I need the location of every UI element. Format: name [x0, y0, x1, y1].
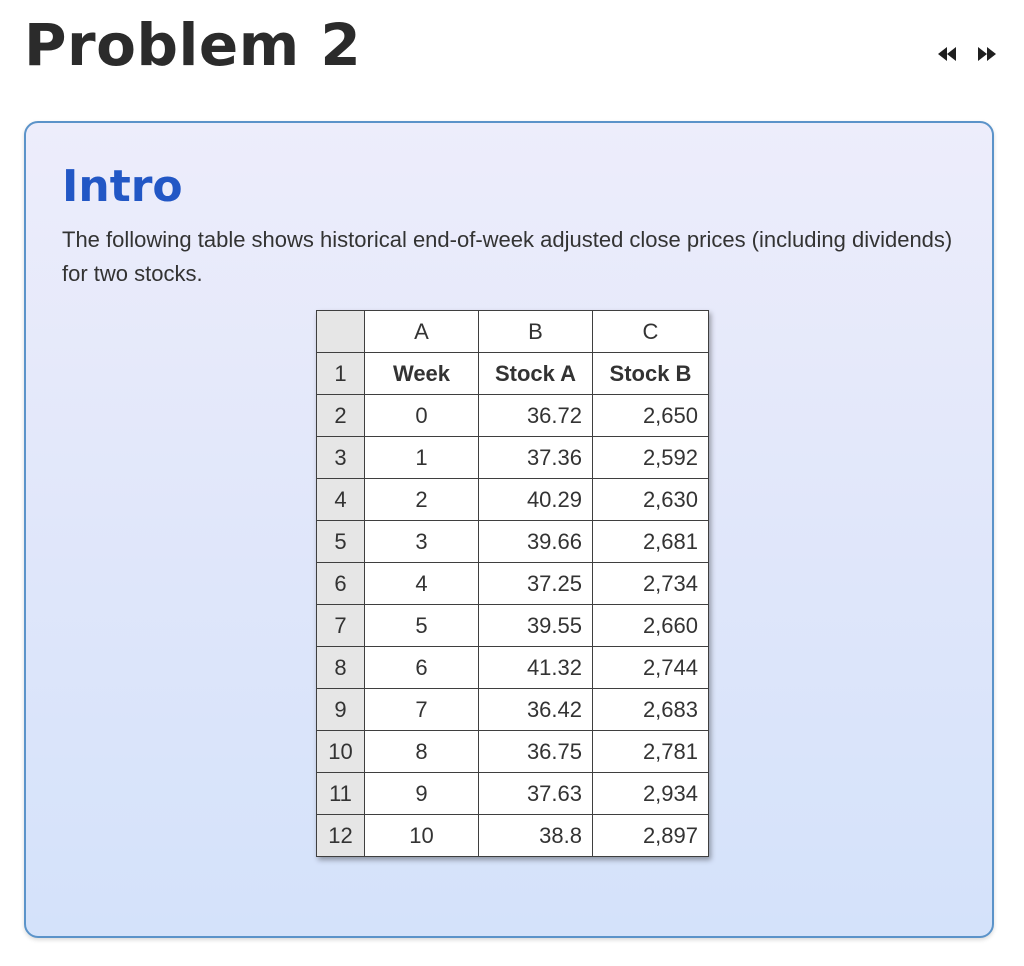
table-row — [317, 605, 709, 647]
column-header-row — [317, 311, 709, 353]
week-cell: 3 — [365, 521, 479, 563]
row-number: 9 — [317, 689, 365, 731]
stock-a-cell: 36.72 — [479, 395, 593, 437]
corner-cell — [317, 311, 365, 353]
intro-text: The following table shows historical end-of-week adjusted close prices (including dividends) for two stocks. — [62, 227, 953, 286]
column-header-b: B — [479, 311, 593, 353]
row-number: 1 — [317, 353, 365, 395]
stock-b-cell: 2,934 — [593, 773, 709, 815]
intro-heading: Intro — [62, 161, 183, 212]
stock-b-cell: 2,681 — [593, 521, 709, 563]
fast-forward-icon — [976, 47, 998, 61]
stock-a-cell: 40.29 — [479, 479, 593, 521]
stock-b-cell: 2,592 — [593, 437, 709, 479]
stock-b-cell: 2,744 — [593, 647, 709, 689]
week-cell: 2 — [365, 479, 479, 521]
table-row — [317, 521, 709, 563]
row-number: 10 — [317, 731, 365, 773]
rewind-icon — [936, 47, 958, 61]
table-row — [317, 731, 709, 773]
next-button[interactable] — [976, 44, 998, 64]
stock-b-cell: 2,630 — [593, 479, 709, 521]
row-number: 7 — [317, 605, 365, 647]
row-number: 2 — [317, 395, 365, 437]
row-number: 4 — [317, 479, 365, 521]
row-number: 5 — [317, 521, 365, 563]
row-number: 12 — [317, 815, 365, 857]
intro-panel — [24, 121, 994, 938]
page-title: Problem 2 — [24, 11, 362, 79]
stock-a-cell: 41.32 — [479, 647, 593, 689]
stock-b-header: Stock B — [593, 353, 709, 395]
week-cell: 6 — [365, 647, 479, 689]
week-cell: 5 — [365, 605, 479, 647]
stock-price-table — [316, 310, 709, 857]
stock-b-cell: 2,781 — [593, 731, 709, 773]
table-row — [317, 395, 709, 437]
table-row — [317, 479, 709, 521]
stock-a-cell: 39.66 — [479, 521, 593, 563]
table-row — [317, 815, 709, 857]
week-cell: 1 — [365, 437, 479, 479]
row-number: 3 — [317, 437, 365, 479]
row-number: 8 — [317, 647, 365, 689]
table-row — [317, 689, 709, 731]
stock-b-cell: 2,683 — [593, 689, 709, 731]
table-row — [317, 437, 709, 479]
column-header-a: A — [365, 311, 479, 353]
table-row — [317, 773, 709, 815]
stock-b-cell: 2,650 — [593, 395, 709, 437]
previous-button[interactable] — [936, 44, 958, 64]
stock-a-cell: 37.36 — [479, 437, 593, 479]
stock-a-cell: 39.55 — [479, 605, 593, 647]
week-cell: 4 — [365, 563, 479, 605]
stock-b-cell: 2,897 — [593, 815, 709, 857]
week-cell: 7 — [365, 689, 479, 731]
week-cell: 8 — [365, 731, 479, 773]
table-row — [317, 647, 709, 689]
stock-a-header: Stock A — [479, 353, 593, 395]
stock-b-cell: 2,660 — [593, 605, 709, 647]
week-header: Week — [365, 353, 479, 395]
column-header-c: C — [593, 311, 709, 353]
table-header-row — [317, 353, 709, 395]
week-cell: 9 — [365, 773, 479, 815]
row-number: 11 — [317, 773, 365, 815]
stock-a-cell: 36.42 — [479, 689, 593, 731]
stock-a-cell: 37.25 — [479, 563, 593, 605]
table-row — [317, 563, 709, 605]
navigation-controls — [936, 44, 998, 64]
stock-a-cell: 36.75 — [479, 731, 593, 773]
week-cell: 10 — [365, 815, 479, 857]
row-number: 6 — [317, 563, 365, 605]
week-cell: 0 — [365, 395, 479, 437]
stock-a-cell: 38.8 — [479, 815, 593, 857]
stock-b-cell: 2,734 — [593, 563, 709, 605]
stock-a-cell: 37.63 — [479, 773, 593, 815]
